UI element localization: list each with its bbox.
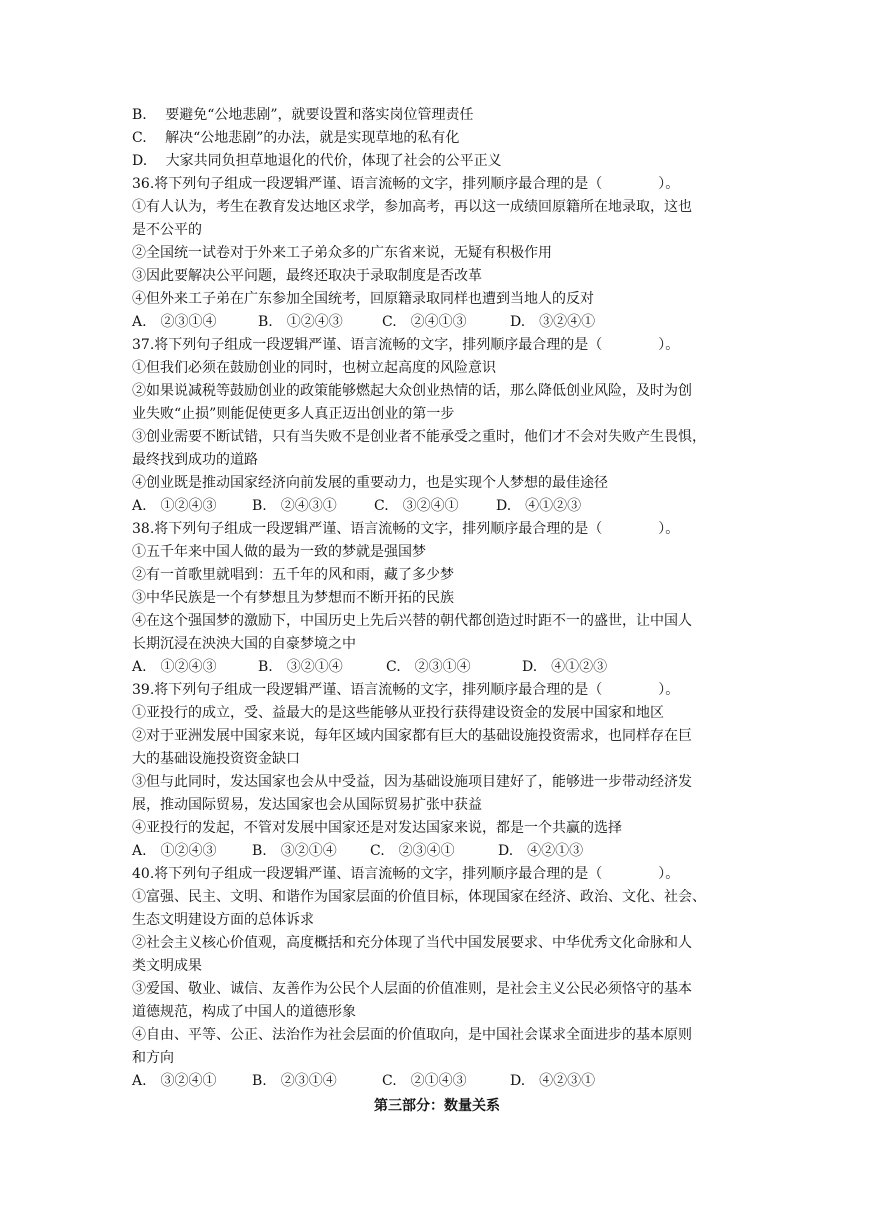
sentence-line: 道德规范，构成了中国人的道德形象 [132,1004,356,1020]
sentence-line: ②全国统一试卷对于外来工子弟众多的广东省来说，无疑有积极作用 [132,245,552,261]
sentence-line: ②有一首歌里就唱到：五千年的风和雨，藏了多少梦 [132,567,454,583]
question-stem: 38.将下列句子组成一段逻辑严谨、语言流畅的文字，排列顺序最合理的是（ ）。 [132,521,680,537]
sentence-line: 和方向 [132,1050,174,1066]
question-38 [132,518,742,679]
sentence-line: 大的基础设施投资资金缺口 [132,751,300,767]
question-37 [132,334,742,518]
sentence-line: ④自由、平等、公正、法治作为社会层面的价值取向，是中国社会谋求全面进步的基本原则 [132,1027,692,1043]
question-39 [132,679,742,863]
answer-option-c: C. ②④①③ [382,314,467,330]
sentence-line: ②社会主义核心价值观，高度概括和充分体现了当代中国发展要求、中华优秀文化命脉和人 [132,935,692,951]
question-36 [132,173,742,334]
question-40 [132,863,742,1093]
sentence-line: 最终找到成功的道路 [132,452,258,468]
answer-option-a: A. ③②④① [132,1073,217,1089]
question-stem: 40.将下列句子组成一段逻辑严谨、语言流畅的文字，排列顺序最合理的是（ ）。 [132,866,680,882]
question-stem: 36.将下列句子组成一段逻辑严谨、语言流畅的文字，排列顺序最合理的是（ ）。 [132,176,680,192]
answer-option-d: D. ③②④① [510,314,596,330]
option-d: D. 大家共同负担草地退化的代价，体现了社会的公平正义 [132,153,502,169]
answer-option-d: D. ④②①③ [498,843,584,859]
sentence-line: 生态文明建设方面的总体诉求 [132,912,314,928]
sentence-line: ①富强、民主、文明、和谐作为国家层面的价值目标，体现国家在经济、政治、文化、社会、 [132,889,706,905]
sentence-line: 业失败“止损”则能促使更多人真正迈出创业的第一步 [132,406,455,422]
sentence-line: ③但与此同时，发达国家也会从中受益，因为基础设施项目建好了，能够进一步带动经济发 [132,774,692,790]
answer-option-d: D. ④①②③ [496,498,582,514]
answer-option-a: A. ①②④③ [132,498,217,514]
sentence-line: ②对于亚洲发展中国家来说，每年区域内国家都有巨大的基础设施投资需求，也同样存在巨 [132,728,692,744]
answer-options [132,1070,742,1093]
sentence-line: ④创业既是推动国家经济向前发展的重要动力，也是实现个人梦想的最佳途径 [132,475,608,491]
answer-option-c: C. ②③④① [370,843,455,859]
answer-option-b: B. ②④③① [252,498,337,514]
answer-options [132,495,742,518]
sentence-line: 类文明成果 [132,958,202,974]
option-c: C. 解决“公地悲剧”的办法，就是实现草地的私有化 [132,130,460,146]
sentence-line: ③因此要解决公平问题，最终还取决于录取制度是否改革 [132,268,482,284]
answer-option-c: C. ③②④① [374,498,459,514]
answer-option-d: D. ④②③① [510,1073,596,1089]
answer-options [132,840,742,863]
sentence-line: ③爱国、敬业、诚信、友善作为公民个人层面的价值准则，是社会主义公民必须恪守的基本 [132,981,692,997]
answer-option-a: A. ②③①④ [132,314,217,330]
sentence-line: 长期沉浸在泱泱大国的自豪梦境之中 [132,636,356,652]
answer-option-c: C. ②③①④ [386,659,471,675]
answer-option-c: C. ②①④③ [382,1073,467,1089]
sentence-line: ③创业需要不断试错，只有当失败不是创业者不能承受之重时，他们才不会对失败产生畏惧， [132,429,706,445]
question-stem: 37.将下列句子组成一段逻辑严谨、语言流畅的文字，排列顺序最合理的是（ ）。 [132,337,680,353]
document-page [132,104,742,1118]
answer-option-a: A. ①②④③ [132,843,217,859]
section-title: 第三部分：数量关系 [374,1098,500,1114]
option-b: B. 要避免“公地悲剧”，就要设置和落实岗位管理责任 [132,107,474,123]
sentence-line: ①亚投行的成立，受、益最大的是这些能够从亚投行获得建设资金的发展中国家和地区 [132,705,664,721]
answer-option-b: B. ③②①④ [258,659,343,675]
sentence-line: ②如果说减税等鼓励创业的政策能够燃起大众创业热情的话，那么降低创业风险，及时为创 [132,383,692,399]
sentence-line: ①有人认为，考生在教育发达地区求学，参加高考，再以这一成绩回原籍所在地录取，这也 [132,199,692,215]
sentence-line: 是不公平的 [132,222,202,238]
sentence-line: ④在这个强国梦的激励下，中国历史上先后兴替的朝代都创造过时距不一的盛世，让中国人 [132,613,692,629]
sentence-line: ①五千年来中国人做的最为一致的梦就是强国梦 [132,544,426,560]
answer-option-b: B. ②③①④ [252,1073,337,1089]
answer-options [132,656,742,679]
sentence-line: ①但我们必须在鼓励创业的同时，也树立起高度的风险意识 [132,360,496,376]
previous-question-options [132,104,742,173]
sentence-line: ④但外来工子弟在广东参加全国统考，回原籍录取同样也遭到当地人的反对 [132,291,594,307]
answer-options [132,311,742,334]
sentence-line: ④亚投行的发起，不管对发展中国家还是对发达国家来说，都是一个共赢的选择 [132,820,622,836]
question-stem: 39.将下列句子组成一段逻辑严谨、语言流畅的文字，排列顺序最合理的是（ ）。 [132,682,680,698]
answer-option-a: A. ①②④③ [132,659,217,675]
answer-option-d: D. ④①②③ [522,659,608,675]
sentence-line: ③中华民族是一个有梦想且为梦想而不断开拓的民族 [132,590,454,606]
answer-option-b: B. ①②④③ [258,314,343,330]
sentence-line: 展，推动国际贸易，发达国家也会从国际贸易扩张中获益 [132,797,482,813]
answer-option-b: B. ③②①④ [252,843,337,859]
